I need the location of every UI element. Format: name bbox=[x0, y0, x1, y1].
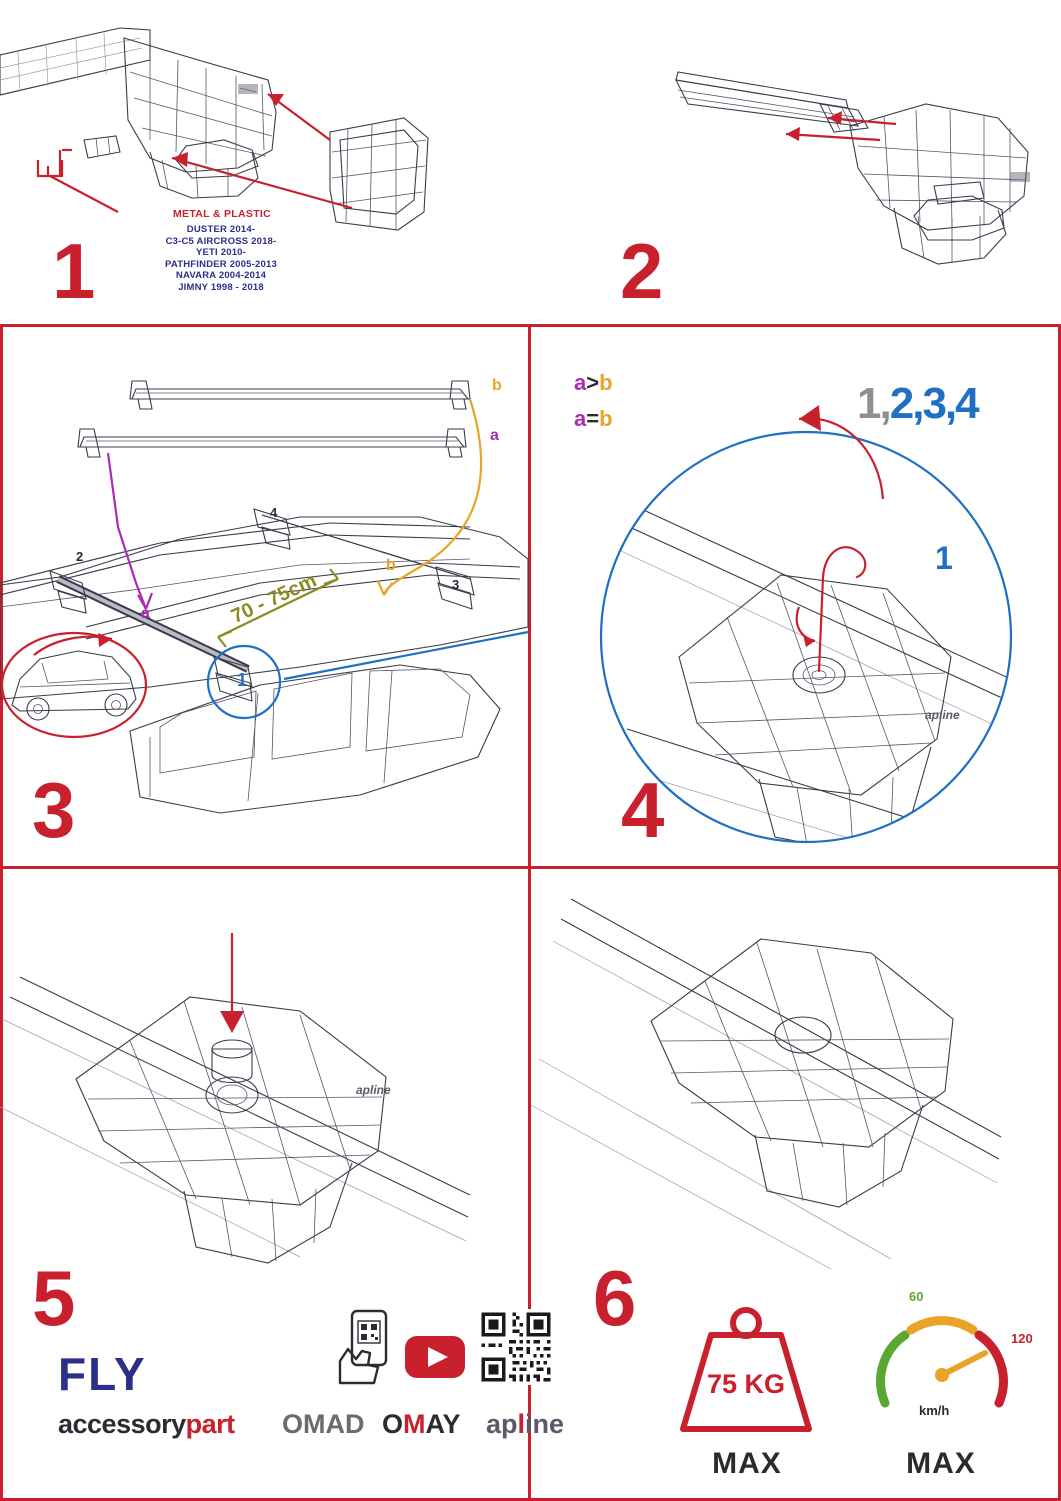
step5-drawing bbox=[0, 869, 528, 1269]
bar-mark-3: 3 bbox=[452, 577, 460, 592]
sequence-4: 4 bbox=[955, 379, 978, 428]
compare-gt: > bbox=[586, 370, 600, 395]
label-b-roof: b bbox=[386, 557, 396, 574]
speed-unit: km/h bbox=[919, 1403, 950, 1418]
step4-drawing bbox=[531, 327, 1061, 866]
label-b-top: b bbox=[492, 377, 502, 394]
bar-mark-2: 2 bbox=[76, 549, 84, 564]
vehicle-list bbox=[110, 224, 332, 293]
compare-eq: = bbox=[586, 406, 600, 431]
sequence-label bbox=[857, 379, 978, 429]
step6-drawing bbox=[531, 869, 1061, 1269]
vehicle-item: DUSTER 2014- bbox=[186, 224, 256, 235]
qr-scan-icon bbox=[330, 1309, 400, 1395]
sequence-3: 3 bbox=[922, 379, 945, 428]
compare-b-2: b bbox=[599, 406, 613, 431]
brand-on-part-step4: apline bbox=[925, 708, 960, 722]
gauge-max-tick: 120 bbox=[1011, 1331, 1033, 1346]
weight-value: 75 KG bbox=[706, 1369, 786, 1399]
sequence-comma-3: , bbox=[944, 379, 956, 428]
brand-omad bbox=[282, 1409, 365, 1440]
brand-accessorypart-part1: accessory bbox=[58, 1409, 186, 1439]
step-number-2: 2 bbox=[620, 227, 664, 315]
fly-logo: FLY bbox=[58, 1348, 147, 1400]
gauge-min-tick: 60 bbox=[909, 1289, 924, 1304]
callout-number-1: 1 bbox=[935, 540, 953, 576]
vehicle-item: NAVARA 2004-2014 bbox=[175, 270, 267, 282]
panel-step-5 bbox=[0, 869, 565, 1498]
weight-max-label: MAX bbox=[712, 1447, 782, 1480]
vehicle-item: C3-C5 AIRCROSS 2018- bbox=[165, 235, 277, 247]
brand-omay-part3: AY bbox=[425, 1409, 461, 1439]
speed-max-label: MAX bbox=[906, 1447, 976, 1480]
brand-apline-part3: ine bbox=[525, 1409, 565, 1439]
bar-mark-1: 1 bbox=[237, 670, 248, 690]
distance-label: 70 - 75cm bbox=[228, 569, 320, 628]
brand-omay-part2: M bbox=[403, 1409, 426, 1439]
step-number-3: 3 bbox=[32, 766, 76, 854]
brand-apline-part1: ap bbox=[486, 1409, 518, 1439]
bar-mark-4: 4 bbox=[270, 505, 278, 520]
label-a-top: a bbox=[490, 427, 499, 444]
panel-step-2 bbox=[528, 0, 1061, 324]
step-number-6: 6 bbox=[593, 1254, 637, 1342]
step2-drawing bbox=[528, 0, 1061, 324]
compare-a-2: a bbox=[574, 406, 587, 431]
sequence-2: 2 bbox=[889, 379, 913, 428]
brand-omad-part1: OM bbox=[282, 1409, 326, 1439]
sequence-1: 1 bbox=[857, 379, 880, 428]
brand-omay bbox=[382, 1409, 461, 1440]
brand-accessorypart-part2: part bbox=[185, 1409, 235, 1439]
vehicle-item: JIMNY 1998 - 2018 bbox=[178, 281, 264, 293]
sequence-comma-2: , bbox=[912, 379, 923, 428]
panel-step-3 bbox=[0, 327, 528, 866]
panel-step-4 bbox=[531, 327, 1061, 866]
vehicle-item: YETI 2010- bbox=[195, 247, 247, 259]
brand-apline-part2: l bbox=[517, 1409, 526, 1439]
sequence-comma-1: , bbox=[879, 379, 890, 428]
youtube-icon[interactable] bbox=[404, 1335, 466, 1379]
metal-plastic-note: METAL & PLASTIC bbox=[172, 208, 272, 220]
step-number-4: 4 bbox=[621, 766, 665, 854]
compare-a: a bbox=[574, 370, 587, 395]
panel-step-1 bbox=[0, 0, 528, 324]
step-number-5: 5 bbox=[32, 1254, 76, 1342]
brand-omay-part1: O bbox=[382, 1409, 404, 1439]
vehicle-item: PATHFINDER 2005-2013 bbox=[165, 258, 277, 270]
step-number-1: 1 bbox=[52, 227, 96, 315]
brand-accessorypart bbox=[58, 1409, 235, 1440]
compare-b: b bbox=[599, 370, 613, 395]
brand-on-part-step5: apline bbox=[356, 1083, 391, 1097]
label-a-roof: a bbox=[141, 605, 150, 622]
brand-omad-part2: AD bbox=[325, 1409, 365, 1439]
panel-step-6 bbox=[531, 869, 1061, 1498]
